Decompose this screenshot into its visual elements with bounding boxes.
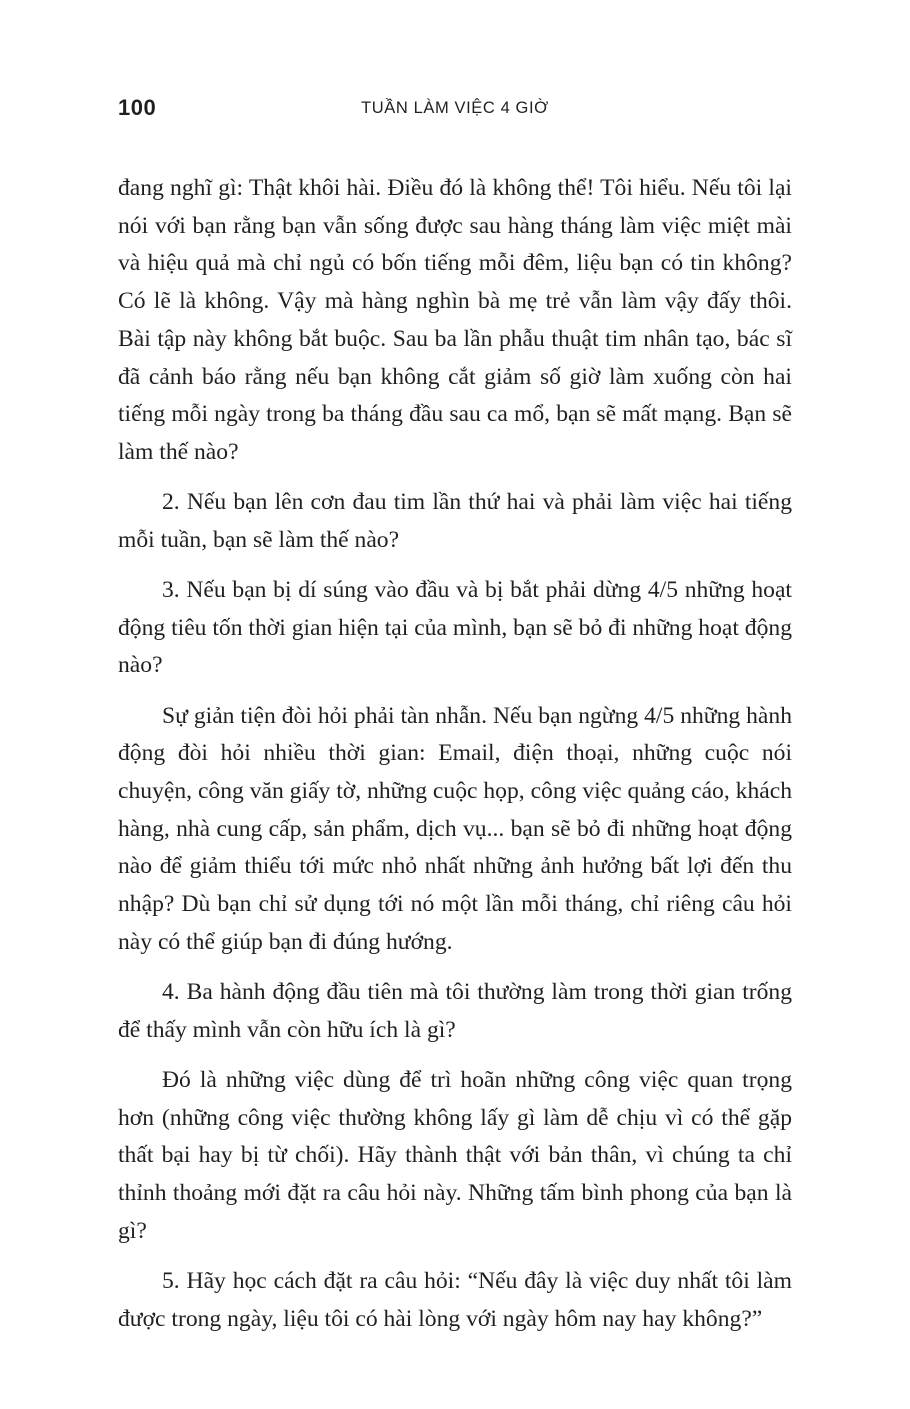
page-number: 100 (118, 95, 157, 120)
paragraph-question-3: 3. Nếu bạn bị dí súng vào đầu và bị bắt phải dừng 4/5 những hoạt động tiêu tốn thời gian hiện tại của mình, bạn sẽ bỏ đi những hoạt động nào? (118, 577, 792, 679)
paragraph-question-5: 5. Hãy học cách đặt ra câu hỏi: “Nếu đây là việc duy nhất tôi làm được trong ngày, liệu tôi có hài lòng với ngày hôm nay hay không?” (118, 1267, 792, 1332)
running-title: TUẦN LÀM VIỆC 4 GIỜ (361, 99, 549, 117)
paragraph-simplicity: Sự giản tiện đòi hỏi phải tàn nhẫn. Nếu bạn ngừng 4/5 những hành động đòi hỏi nhiều thời gian: Email, điện thoại, những cuộc nói chuyện, công văn giấy tờ, những cuộc họp, công việc quảng cáo, khách hàng, nhà cung cấp, sản phẩm, dịch vụ... bạn sẽ bỏ đi những hoạt động nào để giảm thiểu tới mức nhỏ nhất những ảnh hưởng bất lợi đến thu nhập? Dù bạn chỉ sử dụng tới nó một lần mỗi tháng, chỉ riêng câu hỏi này có thể giúp bạn đi đúng hướng. (118, 702, 792, 955)
paragraph-procrastination: Đó là những việc dùng để trì hoãn những công việc quan trọng hơn (những công việc thường không lấy gì làm dễ chịu vì có thể gặp thất bại hay bị từ chối). Hãy thành thật với bản thân, vì chúng ta chỉ thỉnh thoảng mới đặt ra câu hỏi này. Những tấm bình phong của bạn là gì? (118, 1066, 792, 1244)
paragraph-continuation: đang nghĩ gì: Thật khôi hài. Điều đó là không thể! Tôi hiểu. Nếu tôi lại nói với bạn rằng bạn vẫn sống được sau hàng tháng làm việc miệt mài và hiệu quả mà chỉ ngủ có bốn tiếng mỗi đêm, liệu bạn có tin không? Có lẽ là không. Vậy mà hàng nghìn bà mẹ trẻ vẫn làm vậy đấy thôi. Bài tập này không bắt buộc. Sau ba lần phẫu thuật tim nhân tạo, bác sĩ đã cảnh báo rằng nếu bạn không cắt giảm số giờ làm xuống còn hai tiếng mỗi ngày trong ba tháng đầu sau ca mổ, bạn sẽ mất mạng. Bạn sẽ làm thế nào? (118, 175, 792, 465)
paragraph-question-2: 2. Nếu bạn lên cơn đau tim lần thứ hai và phải làm việc hai tiếng mỗi tuần, bạn sẽ làm thế nào? (118, 489, 792, 553)
paragraph-question-4: 4. Ba hành động đầu tiên mà tôi thường làm trong thời gian trống để thấy mình vẫn còn hữu ích là gì? (118, 979, 792, 1043)
body-text (118, 170, 792, 1351)
